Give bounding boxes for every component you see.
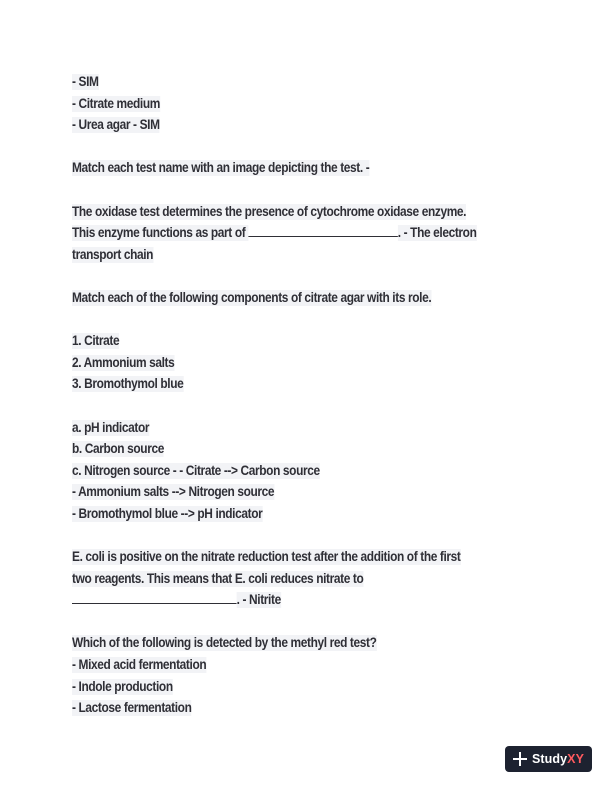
answer-text: transport chain: [72, 246, 154, 263]
list-item: 2. Ammonium salts: [72, 354, 175, 371]
brand-name: StudyXY: [531, 752, 585, 766]
list-item: - Mixed acid fermentation: [72, 657, 207, 674]
paragraph-gap: [72, 137, 542, 159]
list-item: - Lactose fermentation: [72, 700, 192, 717]
question-text: E. coli is positive on the nitrate reduction test after the addition of the first: [72, 549, 461, 566]
question-text: two reagents. This means that E. coli reduces nitrate to: [72, 570, 364, 587]
question-text: Match each test name with an image depicting the test. -: [72, 160, 370, 177]
paragraph-gap: [72, 612, 542, 634]
studyxy-badge[interactable]: [505, 746, 592, 772]
question-text-with-blank: . - Nitrite: [72, 590, 467, 612]
list-item: c. Nitrogen source - - Citrate --> Carbon source: [72, 462, 320, 479]
document-body: [72, 72, 542, 720]
question-text: Which of the following is detected by the methyl red test?: [72, 635, 377, 652]
plus-icon: [513, 752, 527, 766]
text-line: - SIM: [72, 74, 99, 90]
paragraph-gap: [72, 180, 542, 202]
list-item: 1. Citrate: [72, 333, 120, 350]
list-item: b. Carbon source: [72, 441, 164, 458]
list-item: - Indole production: [72, 678, 173, 695]
text-line: - Urea agar - SIM: [72, 117, 160, 134]
answer-text: - Ammonium salts --> Nitrogen source: [72, 484, 275, 501]
list-item: 3. Bromothymol blue: [72, 376, 184, 393]
answer-blank: [72, 590, 237, 604]
question-text: Match each of the following components of citrate agar with its role.: [72, 289, 432, 306]
paragraph-gap: [72, 525, 542, 547]
answer-blank: [248, 223, 398, 237]
text-line: - Citrate medium: [72, 95, 160, 112]
paragraph-gap: [72, 310, 542, 332]
question-text: The oxidase test determines the presence of cytochrome oxidase enzyme.: [72, 203, 467, 220]
paragraph-gap: [72, 266, 542, 288]
answer-text: - Bromothymol blue --> pH indicator: [72, 505, 263, 522]
paragraph-gap: [72, 396, 542, 418]
list-item: a. pH indicator: [72, 419, 150, 436]
question-text-with-blank: This enzyme functions as part of . - The electron: [72, 225, 477, 242]
